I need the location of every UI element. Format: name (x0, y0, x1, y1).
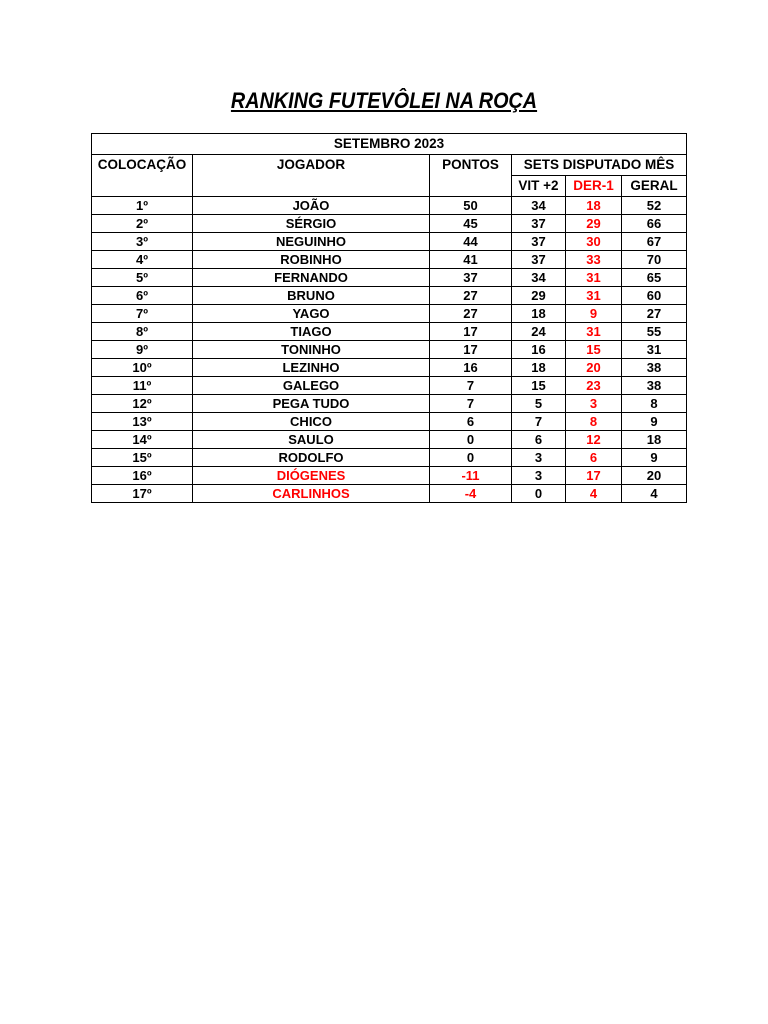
player-cell: CARLINHOS (193, 485, 430, 503)
vit-cell: 37 (512, 215, 566, 233)
geral-cell: 18 (622, 431, 687, 449)
geral-cell: 20 (622, 467, 687, 485)
table-row (92, 377, 687, 395)
geral-cell: 65 (622, 269, 687, 287)
der-cell: 23 (566, 377, 622, 395)
der-cell: 9 (566, 305, 622, 323)
table-row (92, 413, 687, 431)
position-cell: 4º (92, 251, 193, 269)
player-cell: TONINHO (193, 341, 430, 359)
vit-cell: 37 (512, 251, 566, 269)
vit-cell: 3 (512, 467, 566, 485)
points-cell: -4 (430, 485, 512, 503)
month-header-row (92, 134, 687, 155)
der-cell: 12 (566, 431, 622, 449)
colocacao-header: COLOCAÇÃO (92, 155, 193, 197)
position-cell: 14º (92, 431, 193, 449)
vit-cell: 7 (512, 413, 566, 431)
points-cell: 45 (430, 215, 512, 233)
position-cell: 2º (92, 215, 193, 233)
column-header-row (92, 155, 687, 176)
table-row (92, 269, 687, 287)
player-cell: RODOLFO (193, 449, 430, 467)
page-title: RANKING FUTEVÔLEI NA ROÇA (230, 88, 538, 113)
player-cell: GALEGO (193, 377, 430, 395)
position-cell: 8º (92, 323, 193, 341)
geral-cell: 70 (622, 251, 687, 269)
month-header: SETEMBRO 2023 (92, 134, 687, 155)
geral-cell: 52 (622, 197, 687, 215)
position-cell: 1º (92, 197, 193, 215)
table-row (92, 251, 687, 269)
points-cell: 41 (430, 251, 512, 269)
geral-cell: 27 (622, 305, 687, 323)
vit-header: VIT +2 (512, 176, 566, 197)
vit-cell: 16 (512, 341, 566, 359)
geral-cell: 66 (622, 215, 687, 233)
position-cell: 9º (92, 341, 193, 359)
points-cell: 44 (430, 233, 512, 251)
der-cell: 31 (566, 269, 622, 287)
table-row (92, 395, 687, 413)
vit-cell: 29 (512, 287, 566, 305)
vit-cell: 34 (512, 269, 566, 287)
player-cell: ROBINHO (193, 251, 430, 269)
points-cell: 27 (430, 305, 512, 323)
vit-cell: 0 (512, 485, 566, 503)
table-row (92, 485, 687, 503)
player-cell: TIAGO (193, 323, 430, 341)
points-cell: 17 (430, 323, 512, 341)
position-cell: 6º (92, 287, 193, 305)
position-cell: 15º (92, 449, 193, 467)
player-cell: YAGO (193, 305, 430, 323)
position-cell: 17º (92, 485, 193, 503)
player-cell: CHICO (193, 413, 430, 431)
player-cell: SÉRGIO (193, 215, 430, 233)
geral-cell: 8 (622, 395, 687, 413)
der-cell: 6 (566, 449, 622, 467)
points-cell: 50 (430, 197, 512, 215)
table-row (92, 233, 687, 251)
player-cell: LEZINHO (193, 359, 430, 377)
sets-header: SETS DISPUTADO MÊS (512, 155, 687, 176)
player-cell: SAULO (193, 431, 430, 449)
der-cell: 29 (566, 215, 622, 233)
geral-cell: 4 (622, 485, 687, 503)
table-row (92, 341, 687, 359)
player-cell: DIÓGENES (193, 467, 430, 485)
der-cell: 17 (566, 467, 622, 485)
der-cell: 15 (566, 341, 622, 359)
der-header: DER-1 (566, 176, 622, 197)
points-cell: 6 (430, 413, 512, 431)
pontos-header: PONTOS (430, 155, 512, 197)
geral-cell: 9 (622, 449, 687, 467)
vit-cell: 24 (512, 323, 566, 341)
position-cell: 11º (92, 377, 193, 395)
vit-cell: 18 (512, 359, 566, 377)
player-cell: JOÃO (193, 197, 430, 215)
vit-cell: 3 (512, 449, 566, 467)
vit-cell: 6 (512, 431, 566, 449)
points-cell: -11 (430, 467, 512, 485)
points-cell: 7 (430, 377, 512, 395)
geral-cell: 38 (622, 359, 687, 377)
vit-cell: 15 (512, 377, 566, 395)
der-cell: 3 (566, 395, 622, 413)
geral-cell: 38 (622, 377, 687, 395)
jogador-header: JOGADOR (193, 155, 430, 197)
table-row (92, 215, 687, 233)
player-cell: FERNANDO (193, 269, 430, 287)
der-cell: 18 (566, 197, 622, 215)
vit-cell: 34 (512, 197, 566, 215)
vit-cell: 37 (512, 233, 566, 251)
position-cell: 16º (92, 467, 193, 485)
table-row (92, 197, 687, 215)
table-row (92, 287, 687, 305)
der-cell: 8 (566, 413, 622, 431)
der-cell: 31 (566, 287, 622, 305)
position-cell: 12º (92, 395, 193, 413)
ranking-table (91, 133, 687, 503)
geral-header: GERAL (622, 176, 687, 197)
points-cell: 16 (430, 359, 512, 377)
table-row (92, 305, 687, 323)
table-row (92, 449, 687, 467)
der-cell: 30 (566, 233, 622, 251)
vit-cell: 5 (512, 395, 566, 413)
points-cell: 0 (430, 431, 512, 449)
geral-cell: 55 (622, 323, 687, 341)
player-cell: PEGA TUDO (193, 395, 430, 413)
points-cell: 27 (430, 287, 512, 305)
points-cell: 17 (430, 341, 512, 359)
points-cell: 7 (430, 395, 512, 413)
der-cell: 31 (566, 323, 622, 341)
position-cell: 10º (92, 359, 193, 377)
points-cell: 37 (430, 269, 512, 287)
der-cell: 33 (566, 251, 622, 269)
der-cell: 20 (566, 359, 622, 377)
table-row (92, 431, 687, 449)
table-row (92, 359, 687, 377)
position-cell: 3º (92, 233, 193, 251)
table-row (92, 467, 687, 485)
player-cell: BRUNO (193, 287, 430, 305)
position-cell: 13º (92, 413, 193, 431)
position-cell: 7º (92, 305, 193, 323)
vit-cell: 18 (512, 305, 566, 323)
der-cell: 4 (566, 485, 622, 503)
geral-cell: 31 (622, 341, 687, 359)
geral-cell: 67 (622, 233, 687, 251)
table-row (92, 323, 687, 341)
position-cell: 5º (92, 269, 193, 287)
player-cell: NEGUINHO (193, 233, 430, 251)
geral-cell: 9 (622, 413, 687, 431)
geral-cell: 60 (622, 287, 687, 305)
points-cell: 0 (430, 449, 512, 467)
